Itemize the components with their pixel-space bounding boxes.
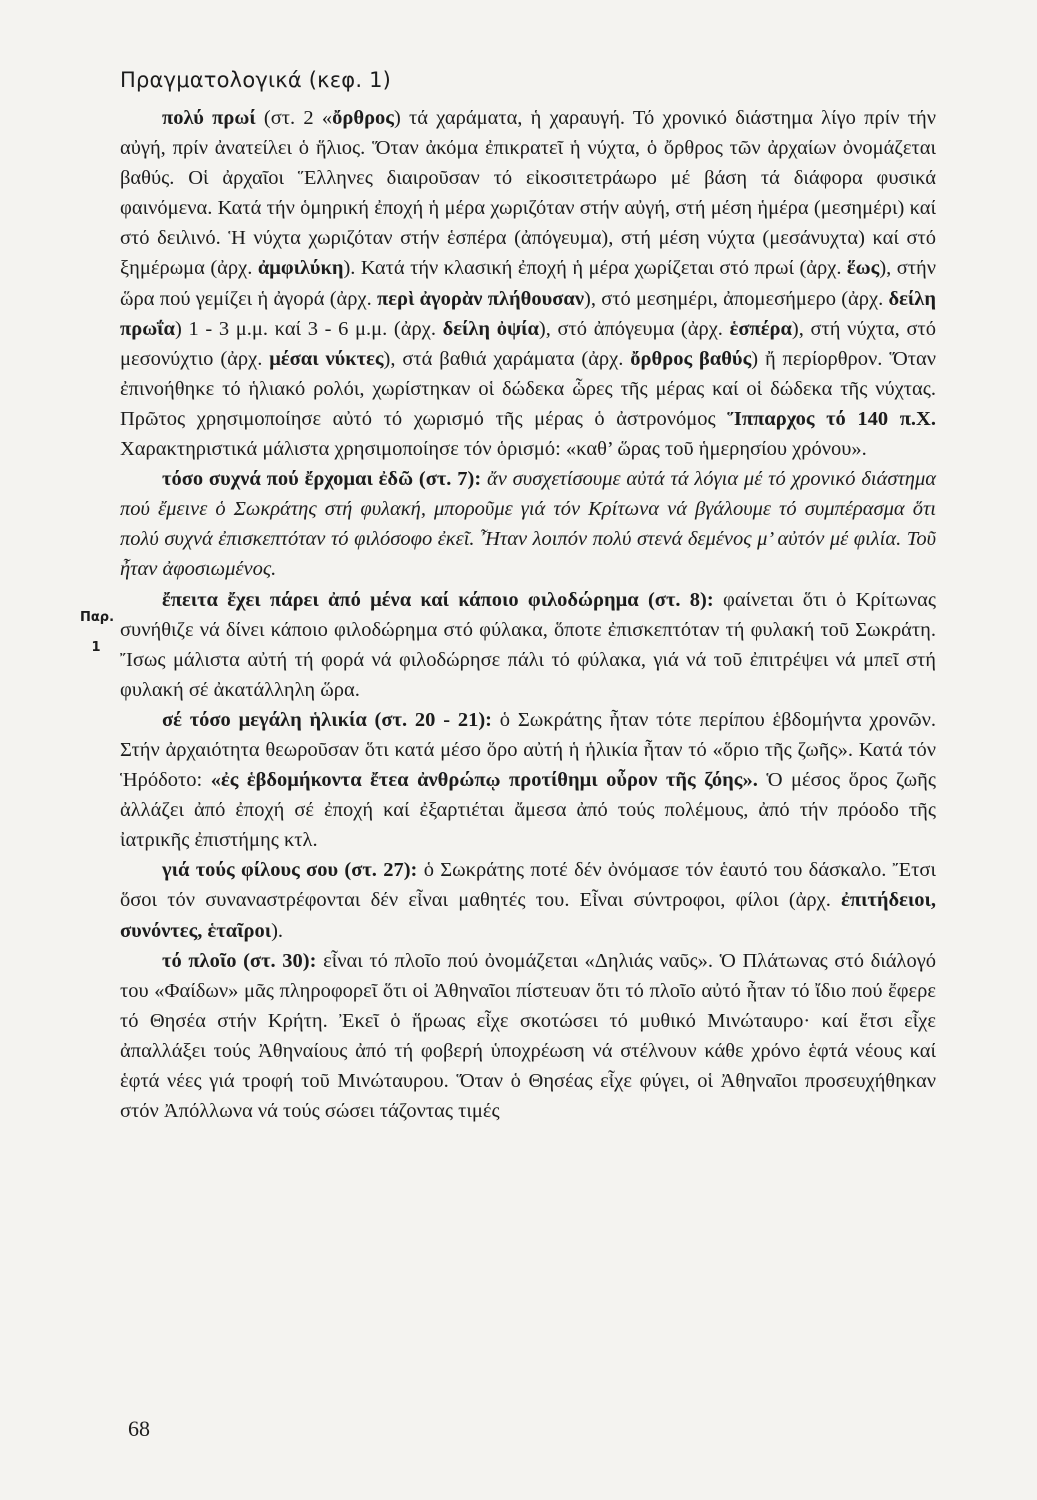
paragraph-ilikia (120, 705, 936, 855)
paragraph-proi (120, 103, 936, 464)
text-run: ), στή νύχτα, στό μεσονύχτιο (ἀρχ. (120, 317, 936, 370)
lemma: ἔπειτα ἔχει πάρει ἀπό μένα καί κάποιο φιλοδώρημα (στ. 8): (162, 588, 714, 611)
ancient-term: δείλη ὀψία (442, 317, 539, 340)
margin-note-label: Παρ. (80, 610, 115, 625)
lemma: τό πλοῖο (στ. 30): (162, 949, 317, 972)
text-run: ὁ Σωκράτης ποτέ δέν ὀνόμασε τόν ἑαυτό του δάσκαλο. Ἔτσι ὅσοι τόν συναναστρέφονται δέν εἶναι μαθητές του. Εἶναι σύντροφοι, φίλοι (ἀρχ. (120, 859, 936, 912)
text-run: ὁ Σωκράτης ἦταν τότε περίπου ἑβδομήντα χρονῶν. Στήν ἀρχαιότητα θεωροῦσαν ὅτι κατά μέσο ὅρο αὐτή ἡ ἡλικία ἦταν τό «ὅριο τῆς ζωῆς». Κατά τόν Ἡρόδοτο: (120, 708, 936, 792)
section-heading: Πραγματολογικά (κεφ. 1) (120, 68, 392, 92)
text-run: φαίνεται ὅτι ὁ Κρίτωνας συνήθιζε νά δίνει κάποιο φιλοδώρημα στό φύλακα, ὅποτε ἐπισκεπτόταν τή φυλακή τοῦ Σωκράτη. Ἴσως μάλιστα αὐτή τή φορά νά φιλοδώρησε πάλι τό φύλακα, γιά νά τοῦ ἐπιτρέψει νά μπεῖ στή φυλακή σέ ἀκατάλληλη ὥρα. (120, 588, 936, 701)
ancient-term: ὄρθρος (332, 107, 394, 129)
paragraph-filous (120, 855, 936, 945)
text-run: ), στήν ὥρα πού γεμίζει ἡ ἀγορά (ἀρχ. (120, 257, 937, 310)
ancient-term: ἑσπέρα (729, 317, 792, 340)
lemma: σέ τόσο μεγάλη ἡλικία (στ. 20 - 21): (162, 708, 492, 731)
commentary-body (120, 103, 936, 1126)
ancient-term: δείλη πρωΐα (120, 287, 936, 340)
text-run: ἄν συσχετίσουμε αὐτά τά λόγια μέ τό χρονικό διάστημα πού ἔμεινε ὁ Σωκράτης στή φυλακή, μποροῦμε γιά τόν Κρίτωνα νά βγάλουμε τό συμπέρασμα ὅτι πολύ συχνά ἐπισκεπτόταν τό φιλόσοφο ἐκεῖ. Ἦταν λοιπόν πολύ στενά δεμένος μ’ αὐτόν μέ φιλία. Τοῦ ἦταν ἀφοσιωμένος. (120, 468, 936, 581)
text-run: ). (271, 919, 284, 942)
ancient-term: ἕως (846, 257, 880, 280)
text-run: ), στό μεσημέρι, ἀπομεσήμερο (ἀρχ. (584, 287, 889, 310)
text-run: ), στό ἀπόγευμα (ἀρχ. (538, 317, 730, 340)
ancient-term: ὄρθρος βαθύς (630, 347, 752, 370)
text-run: ) 1 - 3 μ.μ. καί 3 - 6 μ.μ. (ἀρχ. (174, 317, 443, 340)
quotation: «ἐς ἑβδομήκοντα ἔτεα ἀνθρώπῳ προτίθημι οὖρον τῆς ζόης». (210, 769, 758, 792)
margin-note (80, 603, 115, 663)
lemma: γιά τούς φίλους σου (στ. 27): (162, 859, 418, 882)
text-run: (στ. 2 « (255, 107, 333, 129)
paragraph-toso-sychna (120, 464, 936, 584)
ancient-term: ἀμφιλύκη (257, 257, 344, 280)
text-run: ) τά χαράματα, ἡ χαραυγή. Τό χρονικό διάστημα λίγο πρίν τήν αὐγή, πρίν ἀνατείλει ὁ ἥλιος. Ὅταν ἀκόμα ἐπικρατεῖ ἡ νύχτα, ὁ ὄρθρος τῶν ἀρχαίων ὀνομάζεται βαθύς. Οἱ ἀρχαῖοι Ἕλληνες διαιροῦσαν τό εἰκοσιτετράωρο μέ βάση τά διάφορα φυσικά φαινόμενα. Κατά τήν ὁμηρική ἐποχή ἡ μέρα χωριζόταν στήν αὐγή, στή μέση ἡμέρα (μεσημέρι) καί στό δειλινό. Ἡ νύχτα χωριζόταν στήν ἑσπέρα (ἀπόγευμα), στή μέση νύχτα (μεσάνυχτα) καί στό ξημέρωμα (ἀρχ. (120, 107, 936, 280)
paragraph-ploio (120, 946, 936, 1127)
lemma: πολύ πρωί (162, 107, 256, 129)
text-run: ) ἤ περίορθρον. Ὅταν ἐπινοήθηκε τό ἡλιακό ρολόι, χωρίστηκαν οἱ δώδεκα ὧρες τῆς μέρας καί οἱ δώδεκα τῆς νύχτας. Πρῶτος χρησιμοποίησε αὐτό τό χωρισμό τῆς μέρας ὁ ἀστρονόμος (120, 347, 936, 430)
page-number: 68 (128, 1416, 150, 1441)
margin-note-number: 1 (91, 640, 101, 655)
lemma: τόσο συχνά πού ἔρχομαι ἐδῶ (στ. 7): (162, 468, 482, 491)
paragraph-filodorima (120, 585, 936, 705)
ancient-term: μέσαι νύκτες (269, 347, 384, 370)
text-run: ). Κατά τήν κλασική ἐποχή ἡ μέρα χωρίζεται στό πρωί (ἀρχ. (343, 257, 847, 280)
ancient-term: Ἵππαρχος τό 140 π.Χ. (727, 407, 936, 430)
text-run: Χαρακτηριστικά μάλιστα χρησιμοποίησε τόν ὁρισμό: «καθ’ ὥρας τοῦ ἡμερησίου χρόνου». (120, 438, 867, 461)
text-run: ), στά βαθιά χαράματα (ἀρχ. (383, 347, 631, 370)
text-run: εἶναι τό πλοῖο πού ὀνομάζεται «Δηλιάς ναῦς». Ὁ Πλάτωνας στό διάλογό του «Φαίδων» μᾶς πληροφορεῖ ὅτι οἱ Ἀθηναῖοι πίστευαν ὅτι τό πλοῖο αὐτό ἦταν τό ἴδιο πού ἔφερε τό Θησέα στήν Κρήτη. Ἐκεῖ ὁ ἥρωας εἶχε σκοτώσει τό μυθικό Μινώταυρο· καί ἔτσι εἶχε ἀπαλλάξει τούς Ἀθηναίους ἀπό τή φοβερή ὑποχρέωση νά στέλνουν κάθε χρόνο ἑφτά νέους καί ἑφτά νέες γιά τροφή τοῦ Μινώταυρου. Ὅταν ὁ Θησέας εἶχε φύγει, οἱ Ἀθηναῖοι προσευχήθηκαν στόν Ἀπόλλωνα νά τούς σώσει τάζοντας τιμές (120, 949, 937, 1123)
ancient-term: περὶ ἀγορὰν πλήθουσαν (377, 287, 585, 310)
text-run: Ὁ μέσος ὅρος ζωῆς ἀλλάζει ἀπό ἐποχή σέ ἐποχή καί ἐξαρτιέται ἄμεσα ἀπό τούς πολέμους, ἀπό τήν πρόοδο τῆς ἰατρικῆς ἐπιστήμης κτλ. (120, 769, 936, 852)
ancient-term: ἐπιτήδειοι, συνόντες, ἑταῖροι (120, 889, 936, 942)
